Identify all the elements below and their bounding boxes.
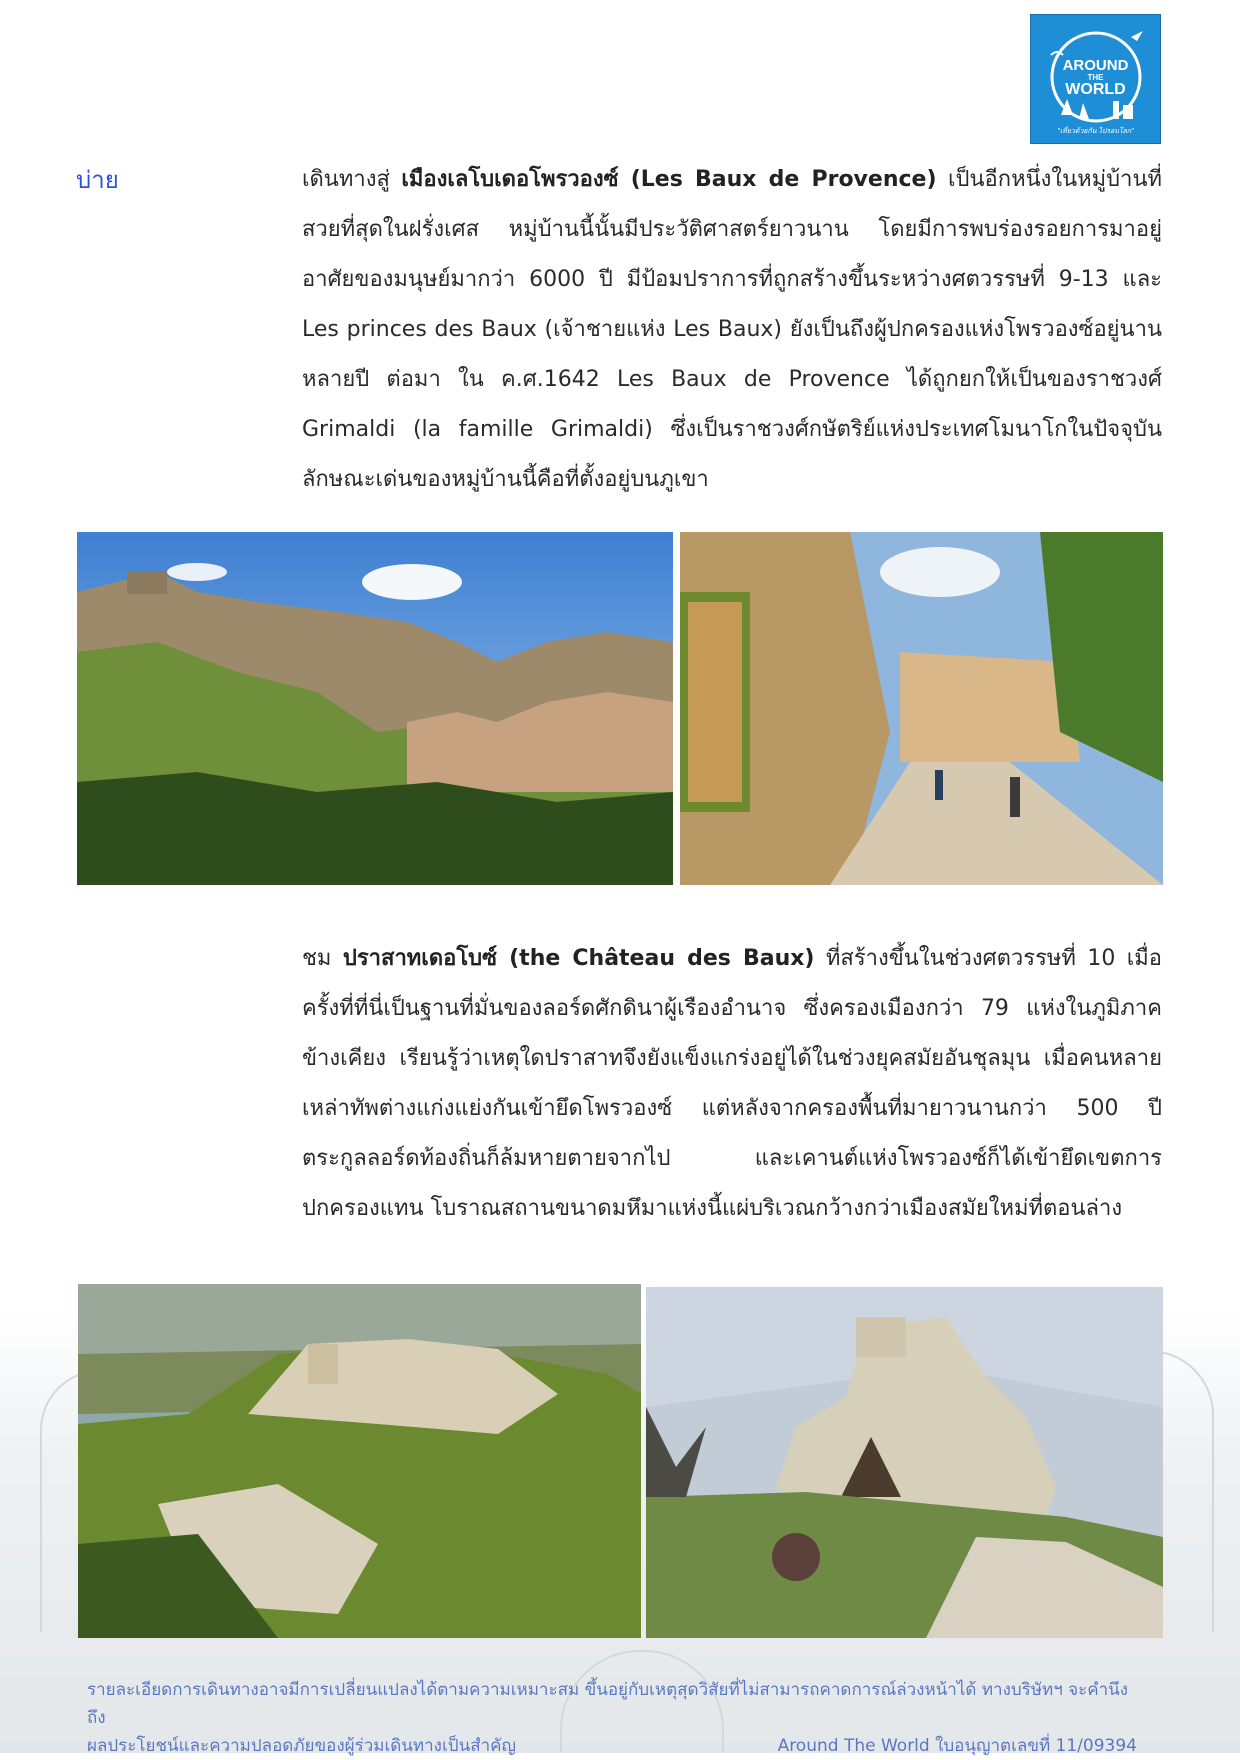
place-name: ปราสาทเดอโบซ์ (the Château des Baux): [342, 946, 815, 971]
photo-castle-ruins-aerial: [78, 1284, 641, 1638]
place-name: เมืองเลโบเดอโพรวองซ์ (Les Baux de Provence): [401, 167, 937, 192]
footer-line-2: [87, 1732, 1137, 1760]
itinerary-paragraph-2: [302, 934, 1162, 1234]
footer-disclaimer-text-2: ผลประโยชน์และความปลอดภัยของผู้ร่วมเดินทางเป็นสำคัญ: [87, 1736, 516, 1756]
footer-disclaimer-text: รายละเอียดการเดินทางอาจมีการเปลี่ยนแปลงได้ตามความเหมาะสม ขึ้นอยู่กับเหตุสุดวิสัยที่ไม่สามารถคาดการณ์ล่วงหน้าได้ ทางบริษัทฯ จะคำนึงถึง: [87, 1680, 1129, 1728]
photo-castle-rock: [646, 1287, 1163, 1638]
itinerary-paragraph-1: [302, 155, 1162, 505]
logo-line-2: THE: [1087, 73, 1104, 82]
period-label: บ่าย: [76, 166, 119, 194]
paragraph-body: ที่สร้างขึ้นในช่วงศตวรรษที่ 10 เมื่อครั้งที่ที่นี่เป็นฐานที่มั่นของลอร์ดศักดินาผู้เรืองอำนาจ ซึ่งครองเมืองกว่า 79 แห่งในภูมิภาคข้างเคียง เรียนรู้ว่าเหตุใดปราสาทจึงยังแข็งแกร่งอยู่ได้ในช่วงยุคสมัยอันชุลมุน เมื่อคนหลายเหล่าทัพต่างแก่งแย่งกันเข้ายึดโพรวองซ์ แต่หลังจากครองพื้นที่มายาวนานกว่า 500 ปี ตระกูลลอร์ดท้องถิ่นก็ล้มหายตายจากไป และเคานต์แห่งโพรวองซ์ก็ได้เข้ายึดเขตการปกครองแทน โบราณสถานขนาดมหึมาแห่งนี้แผ่บริเวณกว้างกว่าเมืองสมัยใหม่ที่ตอนล่าง: [302, 946, 1162, 1221]
footer-disclaimer: [87, 1676, 1137, 1760]
company-logo: [1030, 14, 1161, 144]
footer-line-1: [87, 1676, 1137, 1732]
photo-village-hillside: [77, 532, 673, 885]
logo-line-1: AROUND: [1062, 57, 1129, 74]
paragraph-lead: ชม: [302, 946, 343, 971]
footer-license: Around The World ใบอนุญาตเลขที่ 11/09394: [777, 1736, 1137, 1756]
logo-tagline: "เที่ยวด้วยกัน ไปรอบโลก": [1057, 128, 1134, 135]
photo-village-street: [680, 532, 1163, 885]
logo-line-3: WORLD: [1065, 81, 1126, 98]
paragraph-body: เป็นอีกหนึ่งในหมู่บ้านที่สวยที่สุดในฝรั่งเศส หมู่บ้านนี้นั้นมีประวัติศาสตร์ยาวนาน โดยมีการพบร่องรอยการมาอยู่อาศัยของมนุษย์มากว่า 6000 ปี มีป้อมปราการที่ถูกสร้างขึ้นระหว่างศตวรรษที่ 9-13 และ Les princes des Baux (เจ้าชายแห่ง Les Baux) ยังเป็นถึงผู้ปกครองแห่งโพรวองซ์อยู่นานหลายปี ต่อมา ใน ค.ศ.1642 Les Baux de Provence ได้ถูกยกให้เป็นของราชวงศ์ Grimaldi (la famille Grimaldi) ซึ่งเป็นราชวงศ์กษัตริย์แห่งประเทศโมนาโกในปัจจุบัน ลักษณะเด่นของหมู่บ้านนี้คือที่ตั้งอยู่บนภูเขา: [302, 167, 1162, 492]
paragraph-lead: เดินทางสู่: [302, 167, 402, 192]
